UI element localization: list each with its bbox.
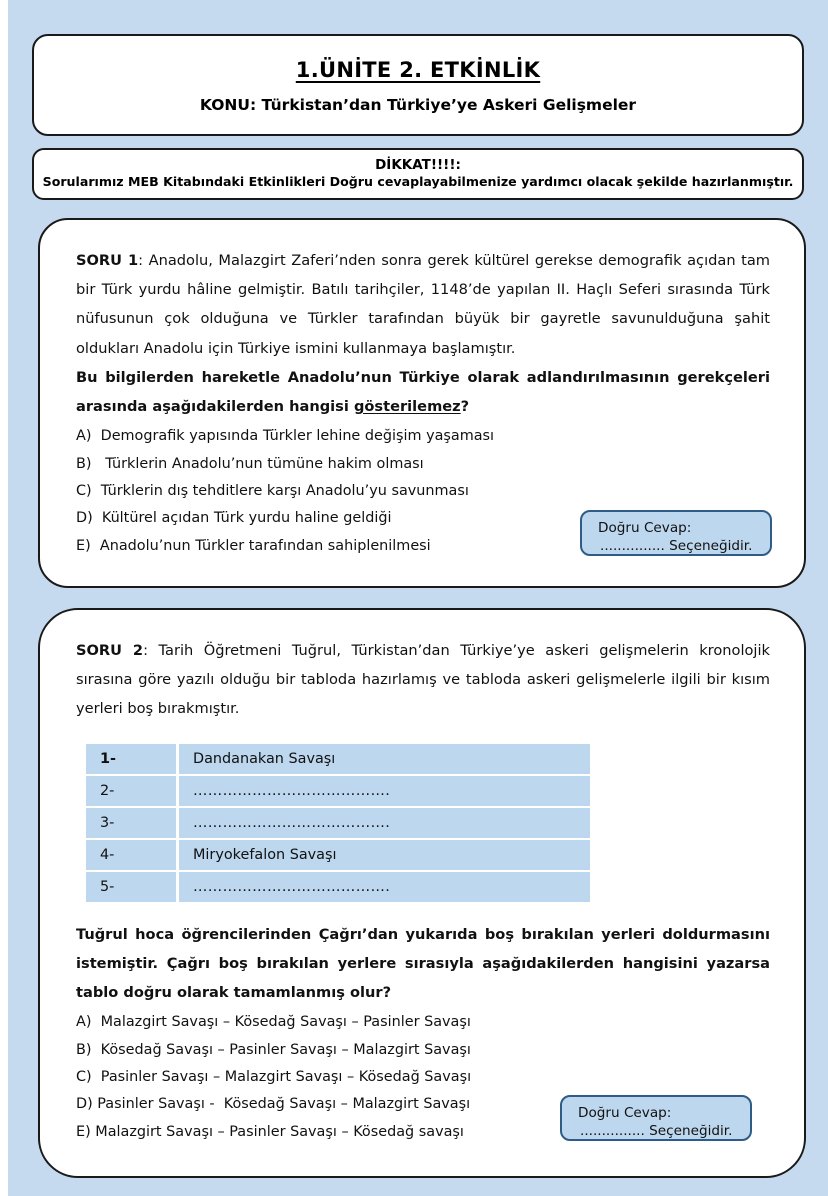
- question-1-answer-box[interactable]: [580, 510, 772, 556]
- question-1-passage-text: Anadolu, Malazgirt Zaferi’nden sonra gerek kültürel gerekse demografik açıdan tam bir Türk yurdu hâline gelmiştir. Batılı tarihçiler, 1148’de yapılan II. Haçlı Seferi sırasında Türk nüfusunun çok olduğuna ve Türkler tarafından büyük bir gayretle savunulduğuna şahit oldukları Anadolu için Türkiye ismini kullanmaya başlamıştır.: [76, 252, 770, 357]
- table-row: [86, 840, 590, 870]
- option-c[interactable]: C) Pasinler Savaşı – Malazgirt Savaşı – Kösedağ Savaşı: [76, 1068, 472, 1085]
- question-1-label: SORU 1: [76, 252, 139, 269]
- question-1-prompt-before: Bu bilgilerden hareketle Anadolu’nun Türkiye olarak adlandırılmasının gerekçeleri arasında aşağıdakilerden hangisi: [76, 368, 770, 415]
- notice-title: DİKKAT!!!!:: [375, 157, 461, 174]
- question-1-prompt-after: ?: [460, 397, 470, 415]
- question-1-prompt-emphasis: gösterilemez: [353, 397, 461, 415]
- question-1-label-separator: :: [138, 252, 149, 269]
- table-row-blank[interactable]: ………………………………….: [179, 808, 590, 838]
- question-2-card: [38, 608, 806, 1178]
- question-1-passage: [76, 246, 770, 363]
- table-row-blank[interactable]: ………………………………….: [179, 776, 590, 806]
- question-1-card: [38, 218, 806, 588]
- table-row: [86, 776, 590, 806]
- question-2-answer-box[interactable]: [560, 1095, 752, 1141]
- worksheet-page: [8, 0, 828, 1196]
- header-card: [32, 34, 804, 136]
- table-row: [86, 872, 590, 902]
- question-2-answer-blank: ............... Seçeneğidir.: [580, 1123, 733, 1140]
- option-e[interactable]: E) Anadolu’nun Türkler tarafından sahiplenilmesi: [76, 537, 431, 554]
- question-2-label-separator: :: [143, 642, 159, 659]
- chronology-table: [86, 742, 590, 904]
- option-d[interactable]: D) Kültürel açıdan Türk yurdu haline geldiği: [76, 510, 392, 527]
- table-row-number: 2-: [86, 776, 179, 806]
- question-2-label: SORU 2: [76, 642, 144, 659]
- table-row-value: Dandanakan Savaşı: [179, 744, 590, 774]
- question-2-body: [40, 610, 804, 1152]
- table-row: [86, 808, 590, 838]
- notice-card: [32, 148, 804, 200]
- table-row-number: 5-: [86, 872, 179, 902]
- table-row-number: 3-: [86, 808, 179, 838]
- question-1-answer-label: Doğru Cevap:: [598, 520, 692, 536]
- option-b[interactable]: B) Kösedağ Savaşı – Pasinler Savaşı – Malazgirt Savaşı: [76, 1041, 471, 1058]
- table-row: [86, 744, 590, 774]
- question-1-prompt: [76, 363, 770, 421]
- question-1-answer-blank: ............... Seçeneğidir.: [600, 538, 753, 555]
- option-a[interactable]: A) Malazgirt Savaşı – Kösedağ Savaşı – Pasinler Savaşı: [76, 1014, 471, 1031]
- subject-line: KONU: Türkistan’dan Türkiye’ye Askeri Gelişmeler: [199, 96, 637, 114]
- option-d[interactable]: D) Pasinler Savaşı - Kösedağ Savaşı – Malazgirt Savaşı: [76, 1096, 471, 1113]
- table-row-number: 1-: [86, 744, 179, 774]
- option-a[interactable]: A) Demografik yapısında Türkler lehine değişim yaşaması: [76, 428, 495, 445]
- page-title: 1.ÜNİTE 2. ETKİNLİK: [295, 58, 541, 82]
- notice-text: Sorularımız MEB Kitabındaki Etkinlikleri Doğru cevaplayabilmenize yardımcı olacak şekilde hazırlanmıştır.: [42, 174, 794, 190]
- question-2-passage-text: Tarih Öğretmeni Tuğrul, Türkistan’dan Türkiye’ye askeri gelişmelerin kronolojik sırasına göre yazılı olduğu bir tabloda hazırlamış ve tabloda askeri gelişmelerle ilgili bir kısım yerleri boş bırakmıştır.: [76, 642, 770, 718]
- table-row-blank[interactable]: ………………………………….: [179, 872, 590, 902]
- table-row-number: 4-: [86, 840, 179, 870]
- option-b[interactable]: B) Türklerin Anadolu’nun tümüne hakim olması: [76, 455, 424, 472]
- option-c[interactable]: C) Türklerin dış tehditlere karşı Anadolu’yu savunması: [76, 482, 469, 499]
- option-e[interactable]: E) Malazgirt Savaşı – Pasinler Savaşı – Kösedağ savaşı: [76, 1123, 464, 1140]
- question-2-answer-label: Doğru Cevap:: [578, 1105, 672, 1121]
- question-2-passage: [76, 636, 770, 724]
- table-row-value: Miryokefalon Savaşı: [179, 840, 590, 870]
- question-2-prompt: Tuğrul hoca öğrencilerinden Çağrı’dan yukarıda boş bırakılan yerleri doldurmasını istemiştir. Çağrı boş bırakılan yerlere sırasıyla aşağıdakilerden hangisini yazarsa tablo doğru olarak tamamlanmış olur?: [76, 925, 770, 1001]
